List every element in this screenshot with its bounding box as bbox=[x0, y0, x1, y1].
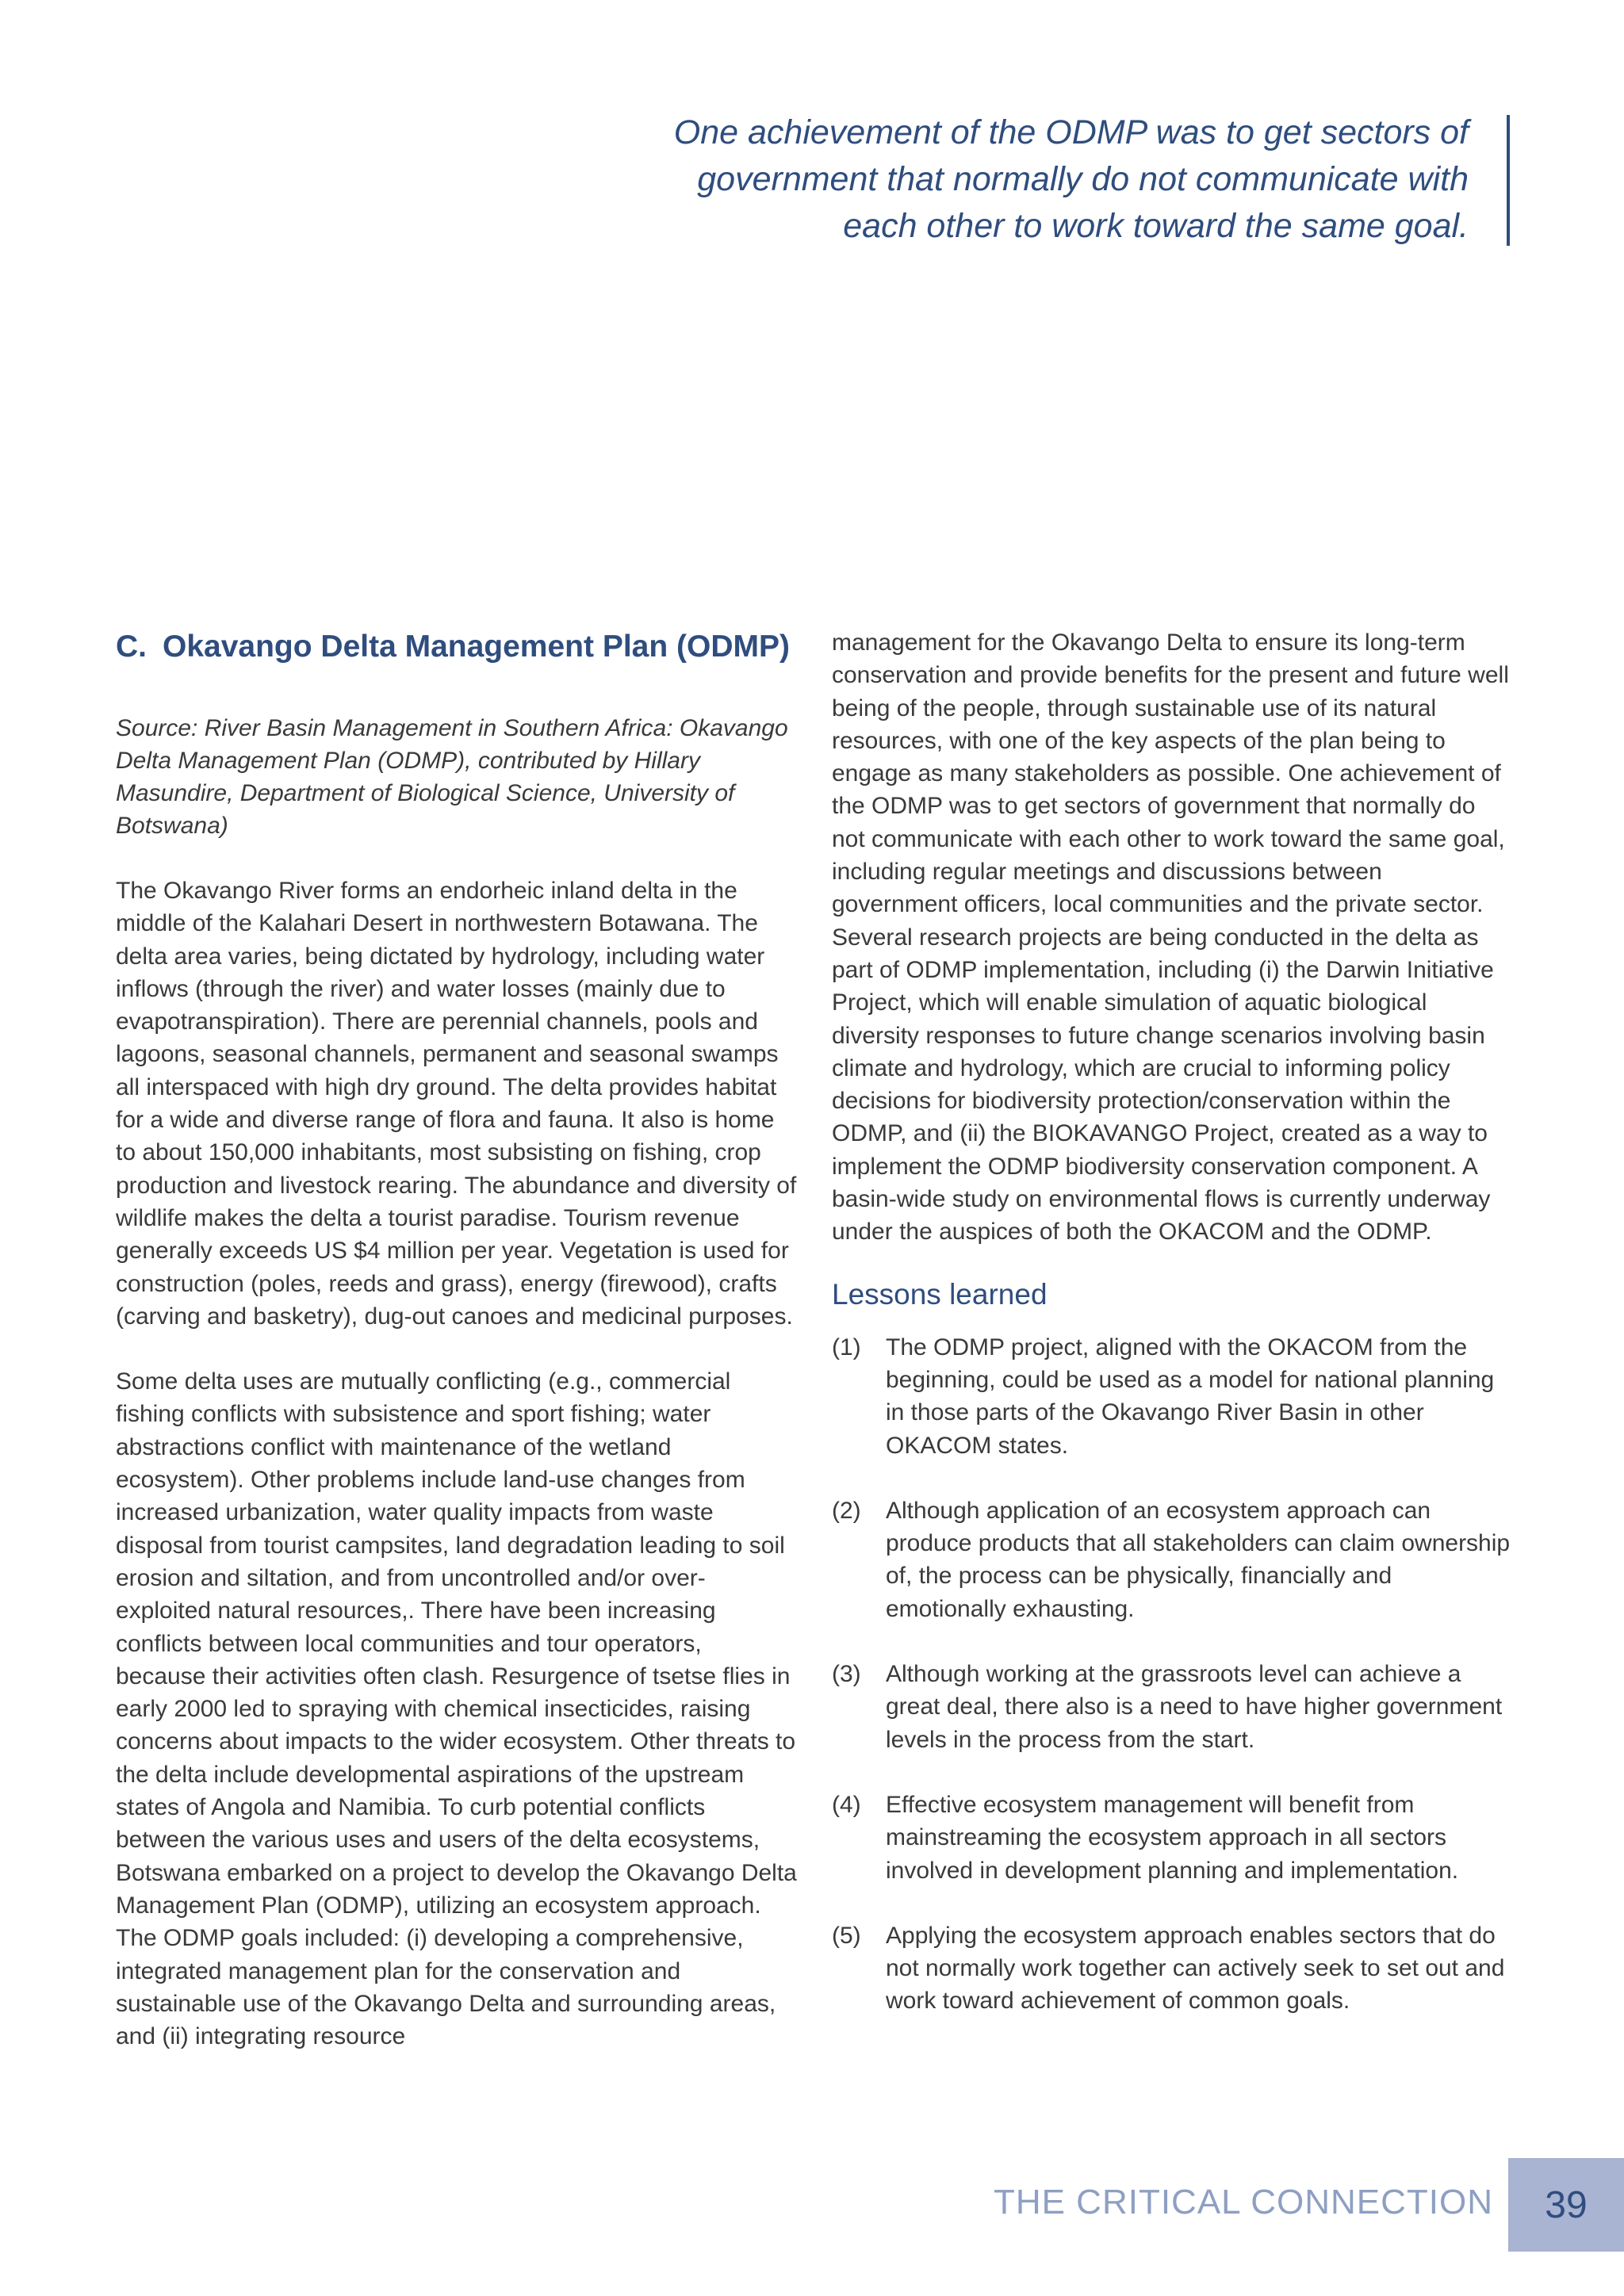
pull-quote-rule bbox=[1507, 115, 1510, 246]
source-citation: Source: River Basin Management in Southern Africa: Okavango Delta Management Plan (ODMP), contributed by Hillary Masundire, Department of Biological Science, University of Botswana) bbox=[116, 715, 788, 839]
lessons-heading: Lessons learned bbox=[832, 1277, 1048, 1311]
page-number: 39 bbox=[1545, 2183, 1588, 2226]
list-item-number: (5) bbox=[832, 1922, 861, 1949]
pull-quote-line: government that normally do not communicate with bbox=[697, 160, 1469, 198]
body-paragraph: Some delta uses are mutually conflicting (e.g., commercial fishing conflicts with subsistence and sport fishing; water abstractions conflict with maintenance of the wetland ecosystem). Other problems include land-use changes from increased urbanization, water quality impacts from waste disposal from tourist campsites, land degradation leading to soil erosion and siltation, and from uncontrolled and/or over-exploited natural resources,. There have been increasing conflicts between local communities and tour operators, because their activities often clash. Resurgence of tsetse flies in early 2000 led to spraying with chemical insecticides, raising concerns about impacts to the wider ecosystem. Other threats to the delta include developmental aspirations of the upstream states of Angola and Namibia. To curb potential conflicts between the various uses and users of the delta ecosystems, Botswana embarked on a project to develop the Okavango Delta Management Plan (ODMP), utilizing an ecosystem approach. The ODMP goals included: (i) developing a comprehensive, integrated management plan for the conservation and sustainable use of the Okavango Delta and surrounding areas, and (ii) integrating resource bbox=[116, 1368, 797, 2050]
list-item-number: (2) bbox=[832, 1497, 861, 1524]
list-item-text: The ODMP project, aligned with the OKACOM from the beginning, could be used as a model for national planning in those parts of the Okavango River Basin in other OKACOM states. bbox=[886, 1334, 1495, 1459]
list-item bbox=[832, 1494, 1514, 1625]
body-paragraph: The Okavango River forms an endorheic inland delta in the middle of the Kalahari Desert in northwestern Botawana. The delta area varies, being dictated by hydrology, including water inflows (through the river) and water losses (mainly due to evapotranspiration). There are perennial channels, pools and lagoons, seasonal channels, permanent and seasonal swamps all interspaced with high dry ground. The delta provides habitat for a wide and diverse range of flora and fauna. It also is home to about 150,000 inhabitants, most subsisting on fishing, crop production and livestock rearing. The abundance and diversity of wildlife makes the delta a tourist paradise. Tourism revenue generally exceeds US $4 million per year. Vegetation is used for construction (poles, reeds and grass), energy (firewood), crafts (carving and basketry), dug-out canoes and medicinal purposes. bbox=[116, 878, 797, 1330]
list-item bbox=[832, 1919, 1514, 2018]
footer-title: THE CRITICAL CONNECTION bbox=[993, 2183, 1493, 2221]
right-column bbox=[832, 626, 1514, 2050]
list-item bbox=[832, 1658, 1514, 1756]
section-title: Okavango Delta Management Plan (ODMP) bbox=[163, 629, 790, 664]
pull-quote-line: each other to work toward the same goal. bbox=[843, 207, 1469, 245]
list-item-text: Although working at the grassroots level can achieve a great deal, there also is a need to have higher government levels in the process from the start. bbox=[886, 1661, 1503, 1753]
section-heading bbox=[116, 626, 798, 667]
list-item-text: Effective ecosystem management will benefit from mainstreaming the ecosystem approach in all sectors involved in development planning and implementation. bbox=[886, 1791, 1459, 1884]
list-item-text: Although application of an ecosystem approach can produce products that all stakeholders can claim ownership of, the process can be physically, financially and emotionally exhausting. bbox=[886, 1497, 1511, 1622]
lessons-list bbox=[832, 1331, 1514, 2018]
pull-quote-line: One achievement of the ODMP was to get sectors of bbox=[673, 113, 1469, 151]
list-item bbox=[832, 1331, 1514, 1462]
body-paragraph: management for the Okavango Delta to ensure its long-term conservation and provide benefits for the present and future well being of the people, through sustainable use of its natural resources, with one of the key aspects of the plan being to engage as many stakeholders as possible. One achievement of the ODMP was to get sectors of government that normally do not communicate with each other to work toward the same goal, including regular meetings and discussions between government officers, local communities and the private sector. Several research projects are being conducted in the delta as part of ODMP implementation, including (i) the Darwin Initiative Project, which will enable simulation of aquatic biological diversity responses to future change scenarios involving basin climate and hydrology, which are crucial to informing policy decisions for biodiversity protection/conservation within the ODMP, and (ii) the BIOKAVANGO Project, created as a way to implement the ODMP biodiversity conservation component. A basin-wide study on environmental flows is currently underway under the auspices of both the OKACOM and the ODMP. bbox=[832, 629, 1509, 1246]
page-number-box bbox=[1508, 2158, 1624, 2252]
list-item-number: (4) bbox=[832, 1791, 861, 1818]
pull-quote bbox=[555, 109, 1469, 250]
section-letter: C. bbox=[116, 629, 147, 664]
list-item-text: Applying the ecosystem approach enables sectors that do not normally work together can actively seek to set out and work toward achievement of common goals. bbox=[886, 1922, 1505, 2015]
list-item-number: (1) bbox=[832, 1334, 861, 1360]
list-item bbox=[832, 1789, 1514, 1887]
left-column bbox=[116, 626, 798, 2053]
list-item-number: (3) bbox=[832, 1661, 861, 1688]
